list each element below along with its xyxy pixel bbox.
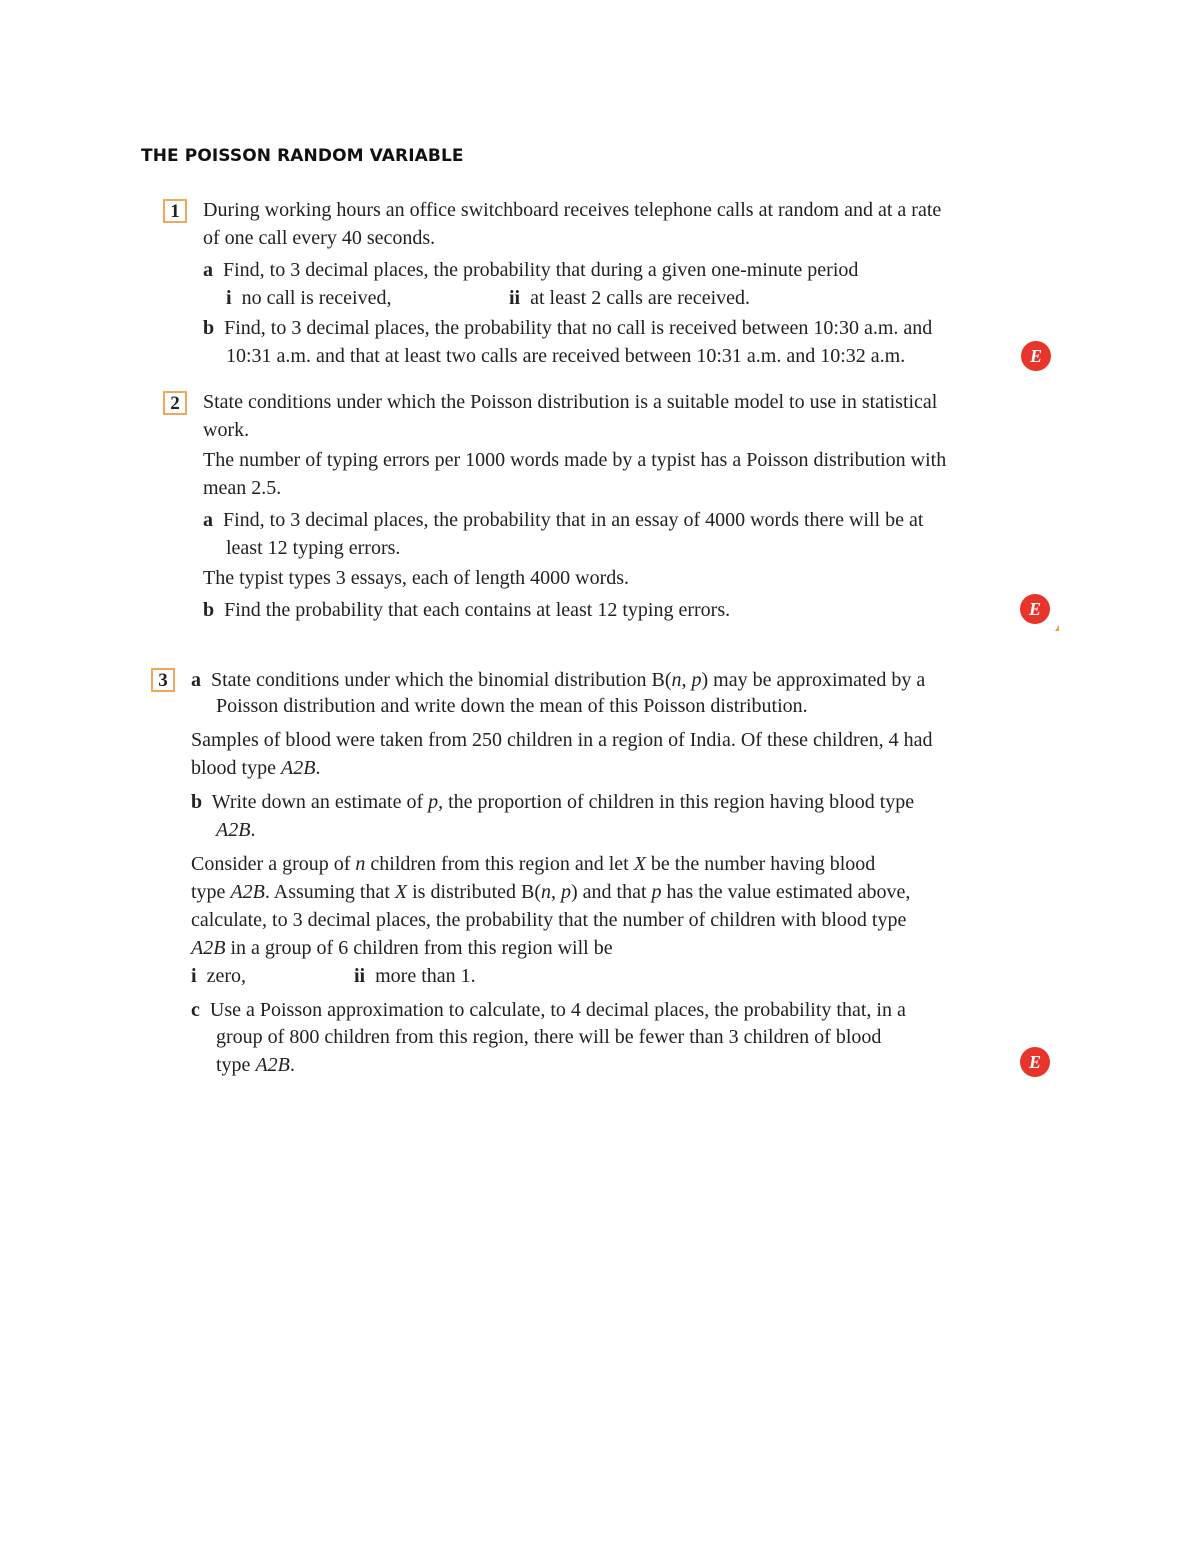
q2-stem-line-4: mean 2.5. [203,477,282,499]
q1-part-a-label: a [203,259,213,281]
exam-badge-q3: E [1020,1047,1050,1077]
q3-a-p: p [691,669,702,691]
q1-stem-line-2: of one call every 40 seconds. [203,227,436,249]
q3-s2-a2b: A2B [281,757,316,779]
q2-part-a-text-1: Find, to 3 decimal places, the probability that in an essay of 4000 words there will be at [223,509,924,531]
q3-c2-sep: , [551,881,561,903]
q3-c1-n: n [355,853,366,875]
q2-part-a-label: a [203,509,213,531]
q3-b-p: p [428,791,439,813]
exam-badge-q1: E [1021,341,1051,371]
q3-i-label: i [191,965,197,987]
page-title: THE POISSON RANDOM VARIABLE [141,146,464,166]
q3-c-line-4 [191,934,613,962]
q3-c4-a2b: A2B [191,937,226,959]
q1-stem-line-1: During working hours an office switchboard receives telephone calls at random and at a rate [203,199,942,221]
q3-c1-x: X [633,853,646,875]
question-number-2: 2 [163,391,187,415]
q1-part-b [203,314,932,342]
q3-c1-pre: Consider a group of [191,853,356,875]
question-number-3: 3 [151,668,175,692]
q2-part-a [203,506,923,534]
q3-b-line2-post: . [250,819,256,841]
q3-c2-p: p [561,881,571,903]
q3-part-c-text-2: group of 800 children from this region, there will be fewer than 3 children of blood [216,1026,882,1048]
q3-part-b-label: b [191,791,203,813]
q3-part-a-label: a [191,669,201,691]
q3-c2-mid2: is distributed B( [407,881,541,903]
q2-stem-line-2: work. [203,419,250,441]
q3-c-line-3: calculate, to 3 decimal places, the probability that the number of children with blood type [191,909,907,931]
q3-c2-mid3: ) and that [571,881,652,903]
q3-c1-mid: children from this region and let [365,853,634,875]
q1-part-a [203,256,858,284]
q3-c2-mid1: . Assuming that [264,881,395,903]
q3-c-line-1 [191,850,875,878]
q3-c3-a2b: A2B [255,1054,290,1076]
q3-c2-p2: p [651,881,662,903]
q3-c1-post: be the number having blood [645,853,876,875]
q3-s2-post: . [315,757,321,779]
q3-sub-i [191,962,246,990]
q3-part-c [191,996,906,1024]
q3-b-pre: Write down an estimate of [211,791,429,813]
exam-badge-q2: E [1020,594,1050,624]
q3-c2-pre: type [191,881,231,903]
q3-a-pre: State conditions under which the binomial distribution B( [211,669,672,691]
q3-i-text: zero, [206,965,246,987]
q1-part-a-ii [509,284,750,312]
q3-part-c-label: c [191,999,200,1021]
q3-ii-text: more than 1. [375,965,476,987]
q2-part-b [203,596,730,624]
q2-stem-line-1: State conditions under which the Poisson distribution is a suitable model to use in statistical [203,391,938,413]
q3-part-a-text-2: Poisson distribution and write down the mean of this Poisson distribution. [216,695,808,717]
q3-part-c-text-1: Use a Poisson approximation to calculate, to 4 decimal places, the probability that, in a [209,999,906,1021]
q3-b-post: , the proportion of children in this region having blood type [438,791,915,813]
question-number-1: 1 [163,199,187,223]
q3-c3-post: . [289,1054,295,1076]
q1-part-a-i [226,284,392,312]
q3-part-a [191,666,925,694]
q3-c4-post: in a group of 6 children from this region will be [225,937,613,959]
q3-b-a2b: A2B [216,819,251,841]
q2-stem-line-3: The number of typing errors per 1000 words made by a typist has a Poisson distribution with [203,449,947,471]
q3-ii-label: ii [354,965,366,987]
q3-stem-line-2 [191,754,320,782]
q3-part-b [191,788,914,816]
q3-c2-post: has the value estimated above, [661,881,911,903]
q1-i-text: no call is received, [241,287,392,309]
q1-part-b-label: b [203,317,215,339]
q3-s2-pre: blood type [191,757,281,779]
q3-a-sep: , [681,669,692,691]
q1-ii-label: ii [509,287,521,309]
q2-part-a-text-2: least 12 typing errors. [226,537,401,559]
corner-mark [1055,625,1059,631]
q3-c2-x: X [394,881,408,903]
q3-c2-n: n [541,881,551,903]
q3-part-b-line-2 [216,816,255,844]
q1-ii-text: at least 2 calls are received. [530,287,750,309]
q1-i-label: i [226,287,232,309]
q3-stem-line-1: Samples of blood were taken from 250 children in a region of India. Of these children, 4 had [191,729,933,751]
q3-part-c-line-3 [216,1051,295,1079]
q2-mid-text: The typist types 3 essays, each of length 4000 words. [203,567,630,589]
q3-c-line-2 [191,878,910,906]
q3-c3-pre: type [216,1054,256,1076]
q1-part-b-text-1: Find, to 3 decimal places, the probability that no call is received between 10:30 a.m. and [224,317,933,339]
q3-sub-ii [354,962,476,990]
q1-part-b-text-2: 10:31 a.m. and that at least two calls are received between 10:31 a.m. and 10:32 a.m. [226,345,906,367]
q3-c2-a2b: A2B [230,881,265,903]
q1-part-a-text: Find, to 3 decimal places, the probability that during a given one-minute period [223,259,859,281]
q3-a-n: n [671,669,682,691]
q2-part-b-text: Find the probability that each contains at least 12 typing errors. [224,599,731,621]
q3-a-post: ) may be approximated by a [701,669,926,691]
q2-part-b-label: b [203,599,215,621]
